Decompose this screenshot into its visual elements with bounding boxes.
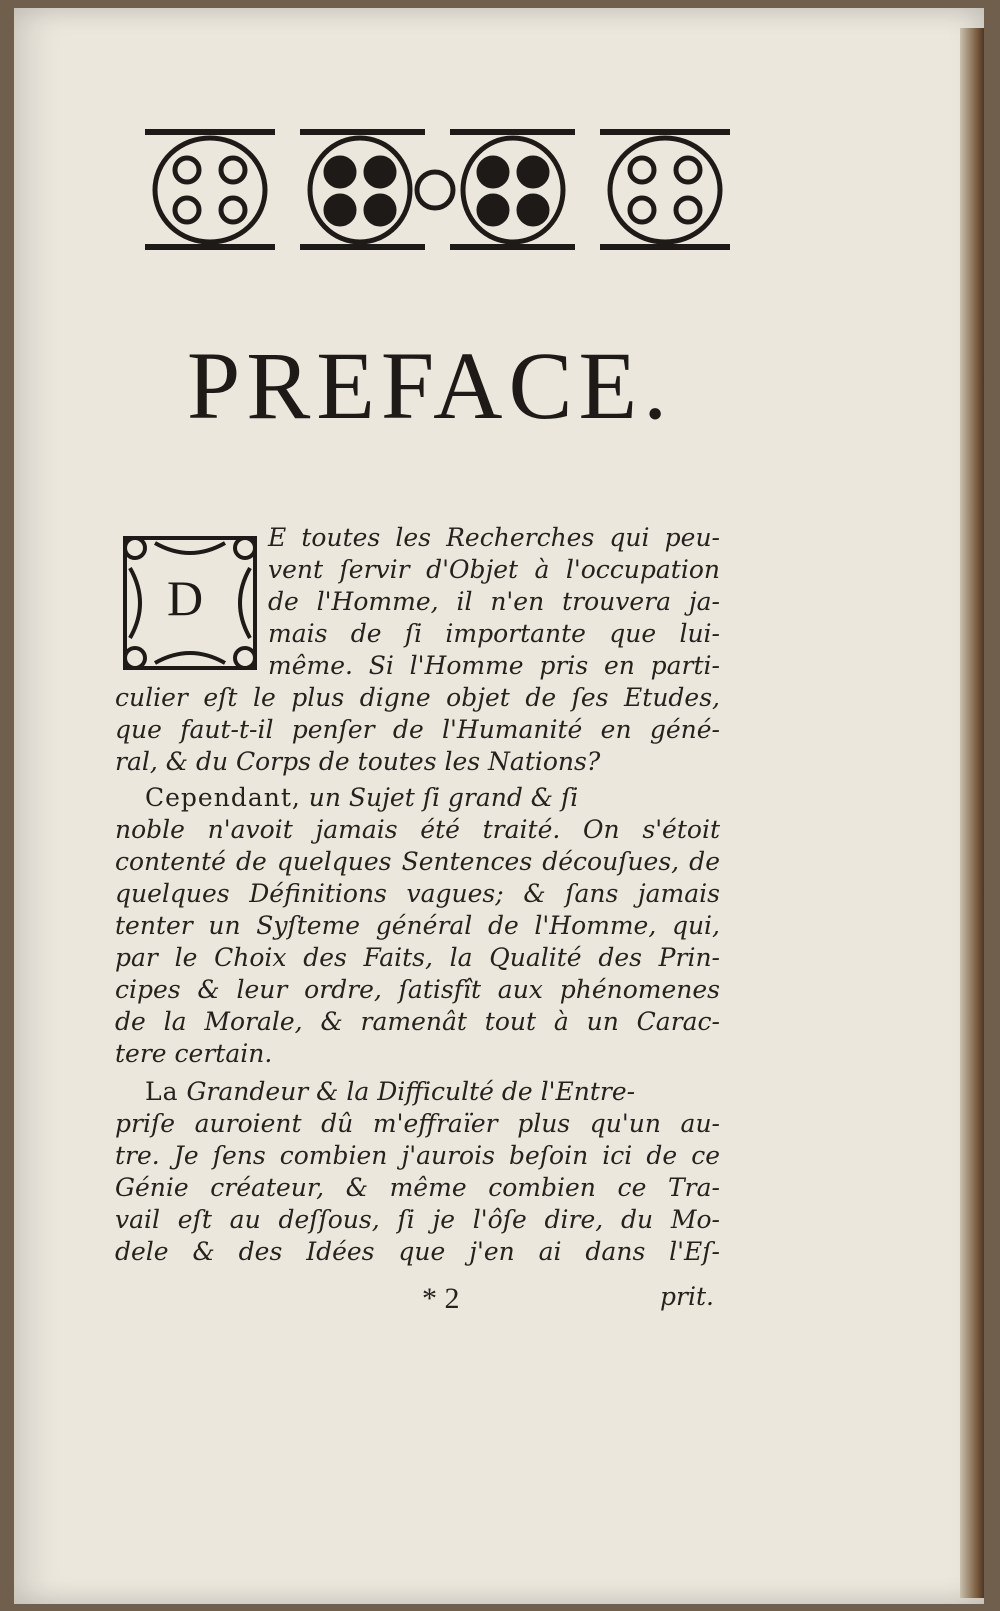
text-line-rest: un Sujet ſi grand & ſi [300,783,579,812]
text-line: tre. Je ſens combien j'aurois beſoin ici de ce [115,1141,720,1170]
text-line: priſe auroient dû m'effraïer plus qu'un au- [115,1109,720,1138]
page-title: PREFACE. [186,332,674,439]
text-line: dele & des Idées que j'en ai dans l'Eſ- [115,1237,720,1266]
small-caps-lead: La [145,1077,179,1106]
text-line: de l'Homme, il n'en trouvera ja- [268,587,720,616]
ornament-block-5 [610,138,720,242]
catchword: prit. [660,1282,714,1311]
drop-cap-letter: D [166,570,204,626]
ornament-block-1 [155,138,265,242]
text-line: mais de ſi importante que lui- [268,619,720,648]
text-line: vail eſt au deſſous, ſi je l'ôſe dire, du Mo- [115,1205,720,1234]
text-line: contenté de quelques Sentences découſues, de [115,847,720,876]
ornament-block-3 [417,172,453,208]
page-edge [960,28,984,1598]
ornament-block-2 [310,138,410,242]
paragraph-start-line [145,1076,635,1108]
text-line: quelques Définitions vagues; & ſans jamais [115,879,720,908]
signature-mark: * 2 [422,1282,460,1315]
paragraph-start-line [145,782,578,814]
text-line: noble n'avoit jamais été traité. On s'étoit [115,815,720,844]
ornament-block-4 [463,138,563,242]
text-line: de la Morale, & ramenât tout à un Carac- [115,1007,720,1036]
text-line: ral, & du Corps de toutes les Nations? [115,747,601,776]
text-line-rest: Grandeur & la Difficulté de l'Entre- [178,1077,636,1106]
ornamental-headpiece [135,122,740,257]
text-line: cipes & leur ordre, ſatisfît aux phénomenes [115,975,720,1004]
text-line: que faut-t-il penſer de l'Humanité en géné- [115,715,720,744]
text-line: tenter un Syſteme général de l'Homme, qui, [115,911,720,940]
text-line: même. Si l'Homme pris en parti- [268,651,720,680]
text-line: culier eſt le plus digne objet de ſes Etudes, [115,683,720,712]
small-caps-lead: Cependant, [145,783,301,812]
text-line: vent ſervir d'Objet à l'occupation [268,555,720,584]
text-line: par le Choix des Faits, la Qualité des Prin- [115,943,720,972]
text-line: tere certain. [115,1039,273,1068]
text-line: Génie créateur, & même combien ce Tra- [115,1173,720,1202]
text-line: E toutes les Recherches qui peu- [268,523,720,552]
